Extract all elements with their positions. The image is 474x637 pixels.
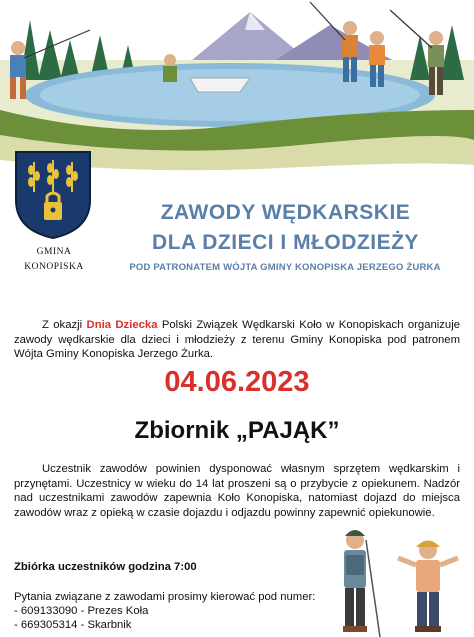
event-title-line1: ZAWODY WĘDKARSKIE [160,201,411,224]
municipality-label-line1: GMINA [36,247,72,257]
municipality-label-line2: KONOPISKA [24,262,84,272]
fishing-kids-illustration [330,520,470,637]
contact-block [14,590,315,633]
rules-paragraph: Uczestnik zawodów powinien dysponować własnym sprzętem wędkarskim i przynętami. Uczestnicy w wieku do 14 lat proszeni są o przybycie z opiekunem. Nadzór nad uczestnikami zawodów zapewnia Koło Konopiska, natomiast dojazd do miejsca zawodów wraz z opieką w czasie dojazdu i odjazdu powinny zapewnić opiekunowie. [14,463,460,519]
contact-line: - 669305314 - Skarbnik [14,619,132,632]
contact-intro: Pytania związane z zawodami prosimy kierować pod numer: [14,591,316,603]
intro-paragraph [14,318,460,362]
event-subtitle: POD PATRONATEM WÓJTA GMINY KONOPISKA JERZEGO ŻURKA [129,262,441,273]
intro-text-after: Polski Związek Wędkarski Koło w Konopiskach organizuje zawody wędkarskie dla dzieci i młodzieży z terenu Gminy Konopiska pod patronem Wójta Gminy Konopiska Jerzego Żurka. [14,319,460,360]
intro-highlight: Dnia Dziecka [86,319,158,331]
coat-of-arms-emblem [14,150,92,240]
contact-line: - 609133090 - Prezes Koła [14,605,149,618]
event-location: Zbiornik „PAJĄK” [134,417,340,444]
municipality-label [0,245,108,275]
event-date: 04.06.2023 [164,366,310,398]
gathering-time: Zbiórka uczestników godzina 7:00 [14,561,197,573]
intro-text-before: Z okazji [42,319,87,331]
event-title-line2: DLA DZIECI I MŁODZIEŻY [152,231,419,254]
